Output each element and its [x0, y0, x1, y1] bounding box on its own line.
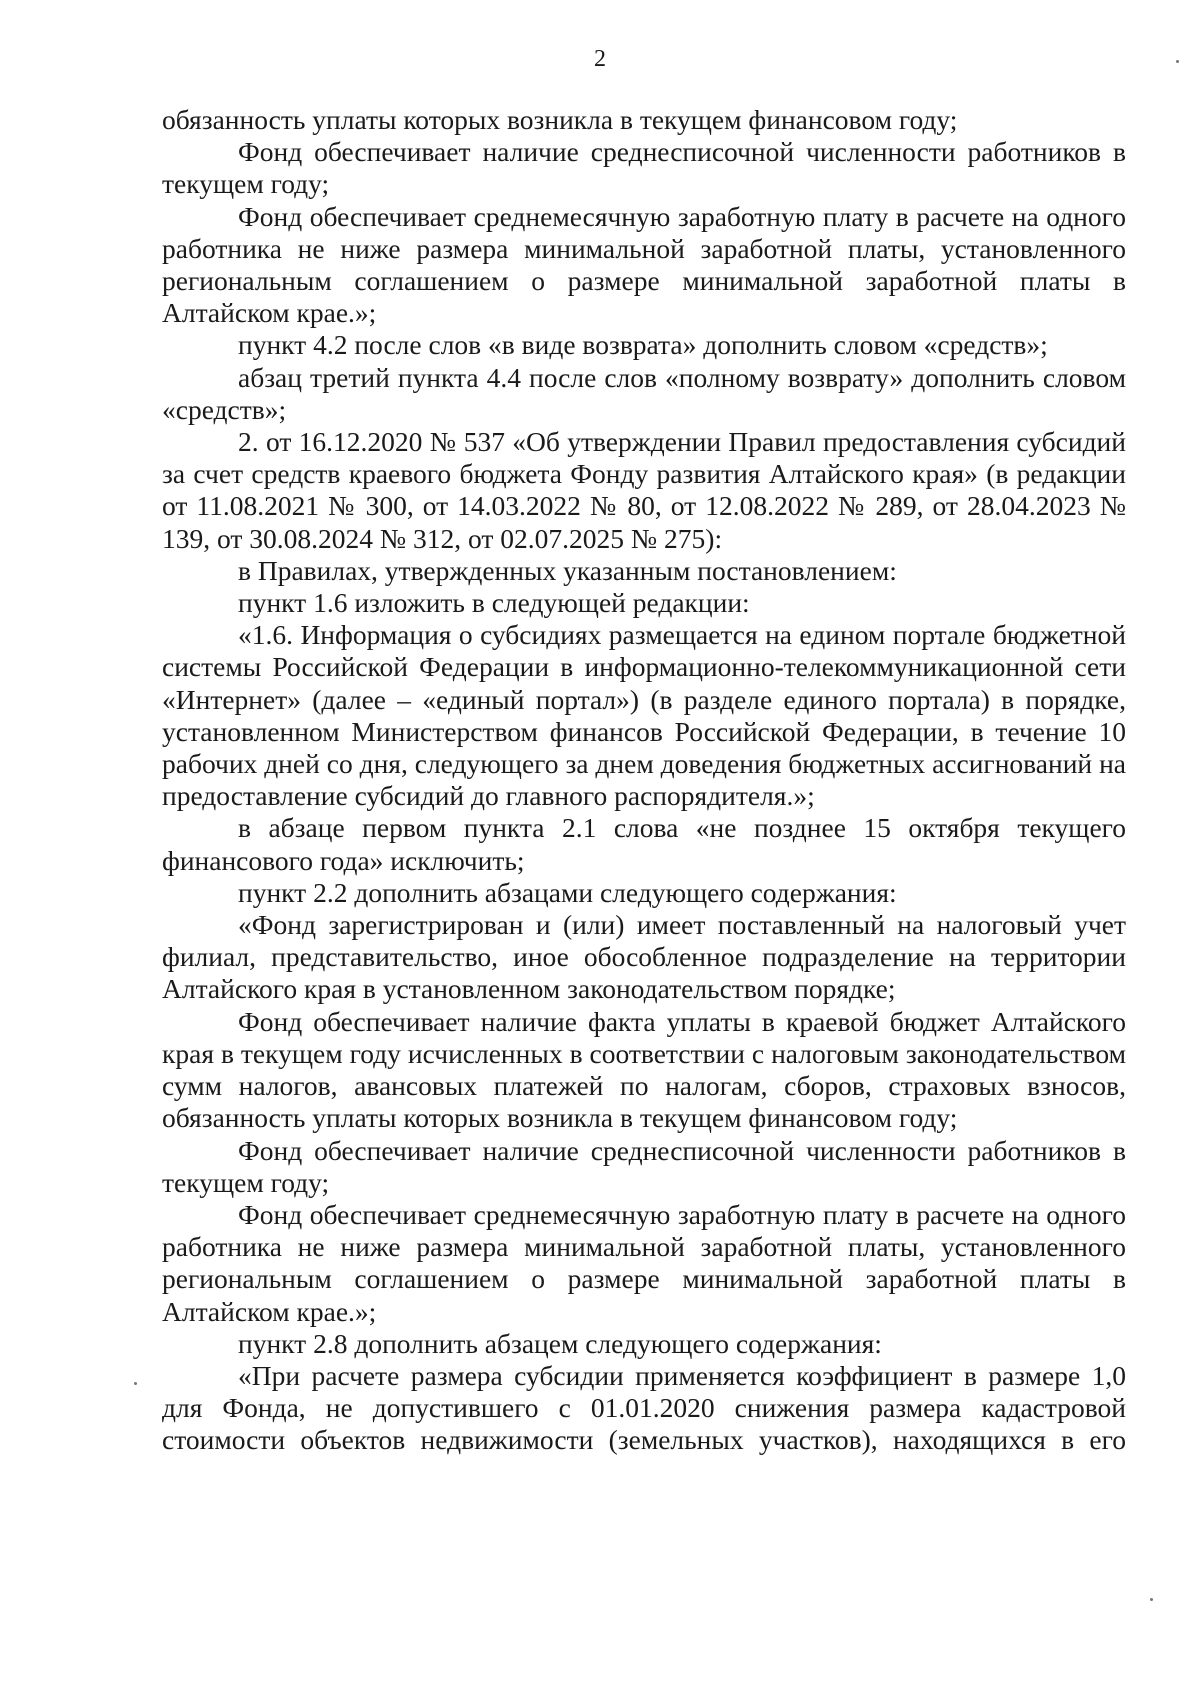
paragraph: в абзаце первом пункта 2.1 слова «не позднее 15 октября текущего финансового года» исключить; [162, 812, 1126, 876]
document-body [162, 104, 1126, 1457]
paragraph: обязанность уплаты которых возникла в текущем финансовом году; [162, 104, 958, 135]
scan-speck [1150, 1598, 1153, 1601]
paragraph: «При расчете размера субсидии применяется коэффициент в размере 1,0 для Фонда, не допустившего с 01.01.2020 снижения размера кадастровой стоимости объектов недвижимости (земельных участков), находящихся в его [162, 1359, 1126, 1456]
paragraph: Фонд обеспечивает среднемесячную заработную плату в расчете на одного работника не ниже размера минимальной заработной платы, установленного региональным соглашением о размере минимальной заработной платы в Алтайском крае.»; [162, 200, 1126, 329]
paragraph: в Правилах, утвержденных указанным постановлением: [238, 554, 897, 586]
paragraph: Фонд обеспечивает наличие факта уплаты в краевой бюджет Алтайского края в текущем году исчисленных в соответствии с налоговым законодательством сумм налогов, авансовых платежей по налогам, сборов, страховых взносов, обязанность уплаты которых возникла в текущем финансовом году; [162, 1005, 1126, 1134]
scan-speck [134, 1382, 137, 1385]
paragraph: Фонд обеспечивает наличие среднесписочной численности работников в текущем году; [162, 1134, 1126, 1198]
paragraph: пункт 2.2 дополнить абзацами следующего содержания: [238, 876, 897, 908]
scan-speck [1176, 60, 1179, 63]
paragraph: пункт 2.8 дополнить абзацем следующего содержания: [238, 1327, 882, 1359]
paragraph: абзац третий пункта 4.4 после слов «полному возврату» дополнить словом «средств»; [162, 361, 1126, 425]
paragraph: пункт 1.6 изложить в следующей редакции: [238, 587, 750, 619]
paragraph: «1.6. Информация о субсидиях размещается на едином портале бюджетной системы Российской Федерации в информационно-телекоммуникационной сети «Интернет» (далее – «единый портал») (в разделе единого портала) в порядке, установленном Министерством финансов Российской Федерации, в течение 10 рабочих дней со дня, следующего за днем доведения бюджетных ассигнований на предоставление субсидий до главного распорядителя.»; [162, 619, 1126, 812]
paragraph: Фонд обеспечивает наличие среднесписочной численности работников в текущем году; [162, 136, 1126, 200]
paragraph: Фонд обеспечивает среднемесячную заработную плату в расчете на одного работника не ниже размера минимальной заработной платы, установленного региональным соглашением о размере минимальной заработной платы в Алтайском крае.»; [162, 1198, 1126, 1327]
page-number: 2 [594, 46, 606, 72]
paragraph: 2. от 16.12.2020 № 537 «Об утверждении Правил предоставления субсидий за счет средств краевого бюджета Фонду развития Алтайского края» (в редакции от 11.08.2021 № 300, от 14.03.2022 № 80, от 12.08.2022 № 289, от 28.04.2023 № 139, от 30.08.2024 № 312, от 02.07.2025 № 275): [162, 426, 1126, 554]
paragraph: «Фонд зарегистрирован и (или) имеет поставленный на налоговый учет филиал, представительство, иное обособленное подразделение на территории Алтайского края в установленном законодательством порядке; [162, 909, 1126, 1005]
paragraph: пункт 4.2 после слов «в виде возврата» дополнить словом «средств»; [238, 329, 1048, 361]
